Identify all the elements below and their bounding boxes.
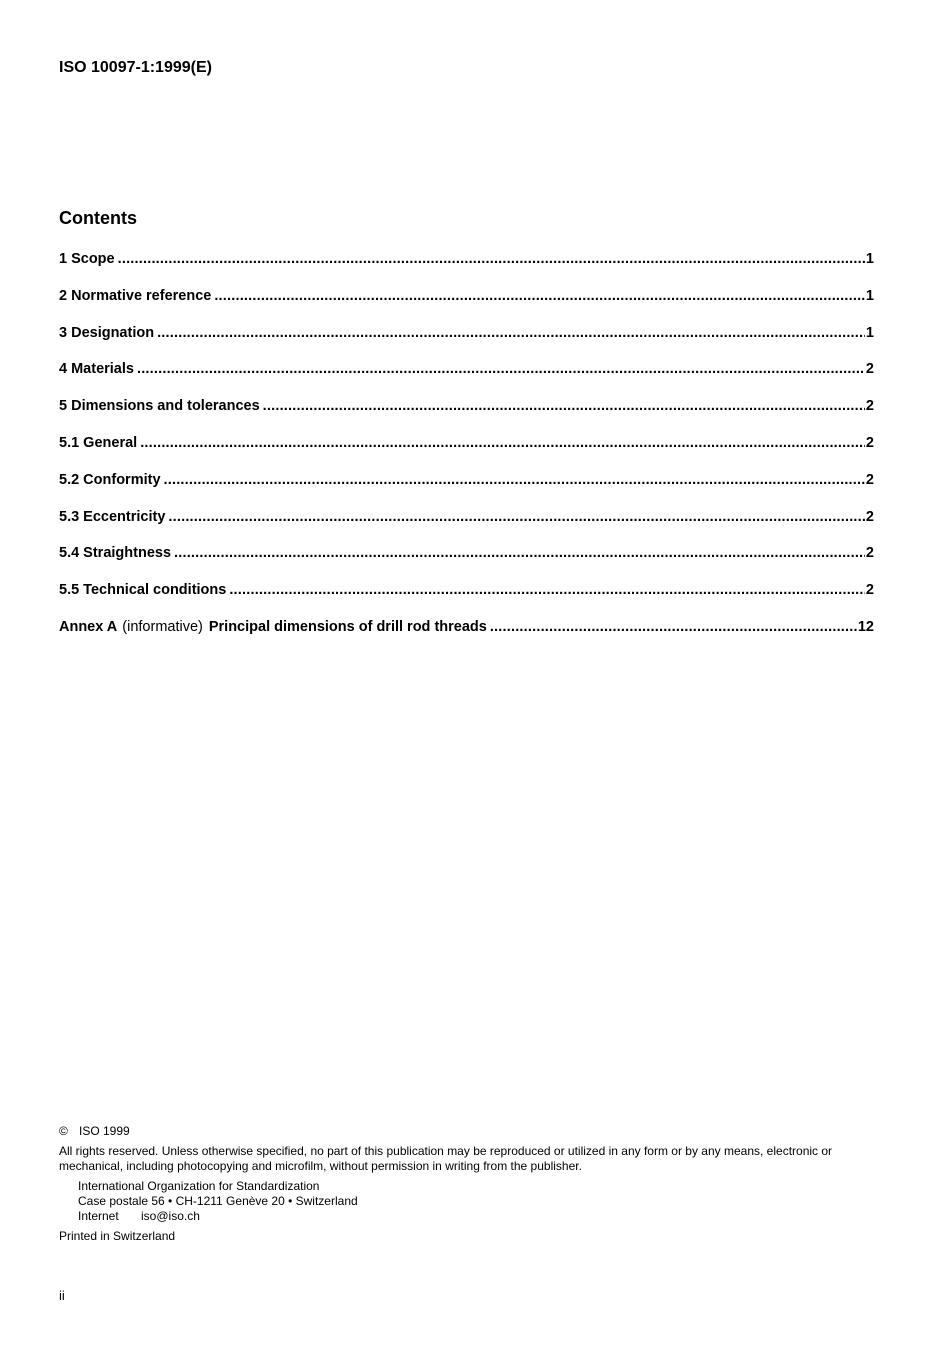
toc-annex-note: (informative) bbox=[122, 618, 203, 635]
toc-entry-eccentricity[interactable] bbox=[59, 509, 874, 546]
contents-title: Contents bbox=[59, 208, 137, 228]
toc-annex-label: Annex A bbox=[59, 618, 118, 635]
toc-entry-label: 4 Materials bbox=[59, 361, 134, 378]
toc-dot-leader bbox=[229, 582, 865, 598]
toc-entry-dimensions-and-tolerances[interactable] bbox=[59, 398, 874, 435]
document-code: ISO 10097-1:1999(E) bbox=[59, 59, 212, 76]
internet-email-link[interactable]: iso@iso.ch bbox=[141, 1209, 200, 1223]
toc-entry-general[interactable] bbox=[59, 435, 874, 472]
toc-entry-page: 1 bbox=[865, 251, 874, 267]
toc-entry-designation[interactable] bbox=[59, 325, 874, 362]
toc-entry-page: 2 bbox=[865, 398, 874, 415]
toc-dot-leader bbox=[490, 619, 857, 635]
toc-dot-leader bbox=[157, 325, 865, 341]
toc-entry-straightness[interactable] bbox=[59, 545, 874, 582]
toc-dot-leader bbox=[263, 398, 865, 414]
internet-label: Internet bbox=[78, 1209, 119, 1223]
toc-entry-page: 2 bbox=[865, 434, 874, 451]
toc-entry-page: 2 bbox=[865, 361, 874, 378]
toc-entry-label: 5.5 Technical conditions bbox=[59, 582, 227, 599]
toc-entry-annex-a[interactable] bbox=[59, 619, 874, 656]
toc-entry-page: 1 bbox=[865, 287, 874, 304]
toc-dot-leader bbox=[137, 361, 865, 377]
toc-entry-label: 5.1 General bbox=[59, 434, 138, 451]
toc-entry-label: 5.4 Straightness bbox=[59, 545, 172, 562]
table-of-contents bbox=[59, 251, 874, 656]
toc-entry-label: 5.3 Eccentricity bbox=[59, 508, 166, 525]
copyright-symbol: © bbox=[59, 1124, 68, 1138]
printed-in: Printed in Switzerland bbox=[59, 1229, 176, 1243]
toc-entry-materials[interactable] bbox=[59, 361, 874, 398]
toc-entry-label: 5 Dimensions and tolerances bbox=[59, 398, 260, 415]
publisher-address bbox=[78, 1179, 879, 1224]
toc-entry-label: 1 Scope bbox=[59, 251, 115, 267]
toc-entry-page: 2 bbox=[865, 545, 874, 562]
toc-entry-conformity[interactable] bbox=[59, 472, 874, 509]
toc-entry-scope[interactable] bbox=[59, 251, 874, 288]
publisher-postal: Case postale 56 • CH-1211 Genève 20 • Switzerland bbox=[78, 1194, 358, 1208]
toc-entry-normative-reference[interactable] bbox=[59, 288, 874, 325]
toc-entry-page: 2 bbox=[865, 582, 874, 599]
rights-statement: All rights reserved. Unless otherwise specified, no part of this publication may be reproduced or utilized in any form or by any means, electronic or mechanical, including photocopying and microfilm, without permission in writing from the publisher. bbox=[59, 1144, 833, 1173]
toc-dot-leader bbox=[174, 545, 865, 561]
toc-annex-title: Principal dimensions of drill rod threads bbox=[208, 618, 487, 635]
toc-entry-page: 2 bbox=[865, 508, 874, 525]
page-number: ii bbox=[59, 1288, 65, 1303]
copyright-text: ISO 1999 bbox=[79, 1124, 130, 1138]
toc-dot-leader bbox=[214, 288, 865, 304]
toc-entry-label: 5.2 Conformity bbox=[59, 471, 161, 488]
copyright-line bbox=[59, 1124, 879, 1139]
publisher-internet bbox=[78, 1209, 879, 1224]
copyright-footer bbox=[59, 1124, 879, 1244]
toc-dot-leader bbox=[164, 472, 865, 488]
toc-dot-leader bbox=[118, 251, 865, 267]
toc-dot-leader bbox=[168, 509, 865, 525]
toc-entry-label: 3 Designation bbox=[59, 324, 155, 341]
toc-entry-page: 1 bbox=[865, 324, 874, 341]
publisher-org: International Organization for Standardization bbox=[78, 1179, 320, 1193]
toc-entry-label: 2 Normative reference bbox=[59, 287, 212, 304]
toc-entry-technical-conditions[interactable] bbox=[59, 582, 874, 619]
toc-entry-page: 12 bbox=[857, 618, 874, 635]
toc-entry-page: 2 bbox=[865, 471, 874, 488]
toc-dot-leader bbox=[140, 435, 865, 451]
